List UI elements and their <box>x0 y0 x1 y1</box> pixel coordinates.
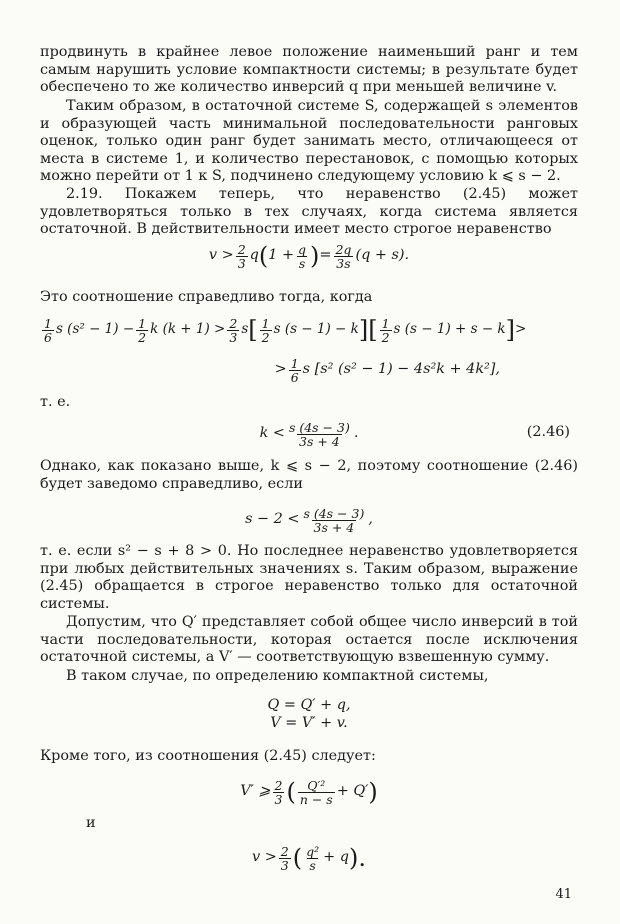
paragraph-7: т. е. если s² − s + 8 > 0. Но последнее неравенство удовлетворяется при любых действительных значениях s. Таким образом, выражение (2.45) обращается в строгое неравенство только для остаточной системы. <box>40 543 578 612</box>
equation-2-line-2: > $\frac{1}{6}$ s [s² (s² − 1) − 4s²k + 4k²], <box>274 355 500 385</box>
page-number: 41 <box>555 887 572 902</box>
equation-number: (2.46) <box>526 424 570 440</box>
eq1-frac-3: $\frac{2q}{3s}$ <box>335 241 352 271</box>
equation-2-46: k < $\frac{s (4s - 3)}{3s + 4}$ . (2.46) <box>259 419 570 449</box>
eq1-lhs: v > <box>208 247 234 264</box>
equation-4: s − 2 < $\frac{s (4s - 3)}{3s + 4}$ , <box>245 505 373 535</box>
paragraph-6: Однако, как показано выше, k ⩽ s − 2, поэтому соотношение (2.46) будет заведомо справедливо, если <box>40 458 578 492</box>
equation-5: Q = Q′ + q, V = V′ + v. <box>267 697 351 731</box>
equation-1: v > $\frac{2}{3}$ q ( 1 + $\frac{q}{s}$ ) = $\frac{2q}{3s}$ (q + s). <box>208 241 410 271</box>
and-word: и <box>86 815 96 831</box>
eq1-frac-1: $\frac{2}{3}$ <box>237 241 246 271</box>
equation-7: v > $\frac{2}{3}$ ( $\frac{\text{q²}}{s}$ + q ). <box>252 843 366 873</box>
equation-2-line-1: $\frac{1}{6}$ s (s² − 1) − $\frac{1}{2}$ k (k + 1) > $\frac{2}{3}$ s [ $\frac{1}{2}$ s (s − 1) − k ] [ $\frac{1}{2}$ s (s − 1) + s − k ] > <box>44 315 527 345</box>
paragraph-3: 2.19. Покажем теперь, что неравенство (2.45) может удовлетворяться только в тех случаях, когда система является остаточной. В действительности имеет место строгое неравенство <box>40 186 578 238</box>
paragraph-10: Кроме того, из соотношения (2.45) следует: <box>40 748 376 764</box>
paragraph-4: Это соотношение справедливо тогда, когда <box>40 289 373 305</box>
equation-6: V′ ⩾ $\frac{2}{3}$ ( $\frac{\text{Q′²}}{n - s}$ + Q′ ) <box>240 777 378 807</box>
paragraph-8: Допустим, что Q′ представляет собой общее число инверсий в той части последовательности, которая остается после исключения остаточной системы, а V′ — соответствующую взвешенную сумму. <box>40 614 578 666</box>
paragraph-5: т. е. <box>40 394 71 410</box>
paragraph-1: продвинуть в крайнее левое положение наименьший ранг и тем самым нарушить условие компактности системы; в результате будет обеспечено то же количество инверсий q при меньшей величине v. <box>40 44 578 96</box>
paragraph-2: Таким образом, в остаточной системе S, содержащей s элементов и образующей часть минимальной последовательности ранговых оценок, только один ранг будет занимать место, отличающееся от места в системе 1, и количество перестановок, с помощью которых можно перейти от 1 к S, подчинено следующему условию k ⩽ s − 2. <box>40 98 578 185</box>
eq1-frac-2: $\frac{q}{s}$ <box>298 241 307 271</box>
paragraph-9: В таком случае, по определению компактной системы, <box>66 668 489 684</box>
